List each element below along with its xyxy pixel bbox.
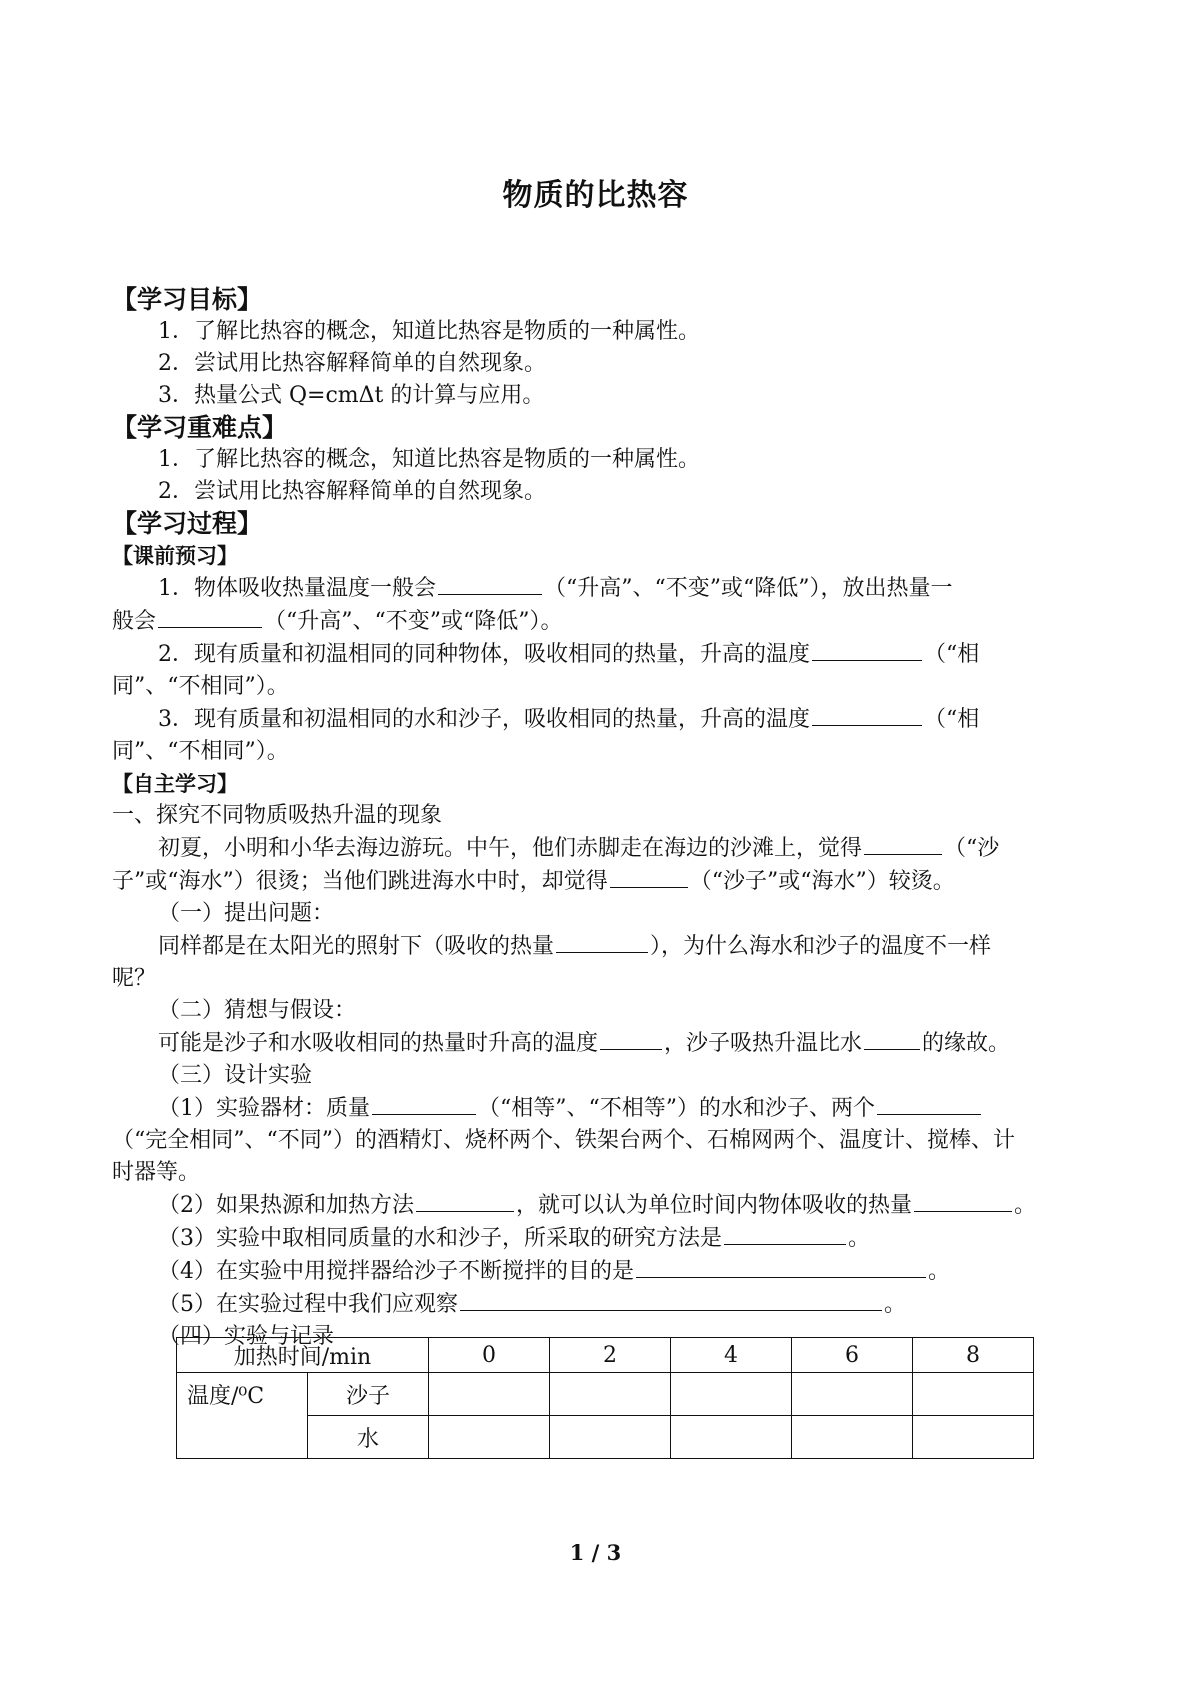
text: （1）实验器材：质量 bbox=[158, 1096, 370, 1121]
text: （2）如果热源和加热方法 bbox=[158, 1193, 414, 1218]
heading-preview: 【课前预习】 bbox=[112, 544, 238, 568]
equipment-line2: （“完全相同”、“不同”）的酒精灯、烧杯两个、铁架台两个、石棉网两个、温度计、搅棒、计 bbox=[112, 1128, 1015, 1153]
time-cell: 4 bbox=[671, 1338, 792, 1373]
fill-blank[interactable] bbox=[812, 638, 922, 661]
scenario-line2 bbox=[112, 865, 1092, 898]
heading-self-study: 【自主学习】 bbox=[112, 772, 238, 796]
row-label-sand: 沙子 bbox=[308, 1373, 429, 1416]
fill-blank[interactable] bbox=[636, 1255, 926, 1278]
page-title: 物质的比热容 bbox=[502, 178, 689, 213]
text: 初夏，小明和小华去海边游玩。中午，他们赤脚走在海边的沙滩上，觉得 bbox=[158, 836, 863, 861]
fill-blank[interactable] bbox=[438, 572, 542, 595]
entry-cell[interactable] bbox=[429, 1373, 550, 1416]
fill-blank[interactable] bbox=[600, 1027, 662, 1050]
entry-cell[interactable] bbox=[913, 1416, 1034, 1459]
text: （“升高”、“不变”或“降低”）。 bbox=[264, 609, 563, 634]
text: （“沙 bbox=[944, 836, 1000, 861]
heading-learning-goals: 【学习目标】 bbox=[112, 285, 263, 314]
fill-blank[interactable] bbox=[416, 1189, 514, 1212]
fill-blank[interactable] bbox=[877, 1092, 981, 1115]
hypothesis-line bbox=[112, 1027, 1092, 1060]
text: 的缘故。 bbox=[922, 1031, 1011, 1056]
part-one-title: 一、探究不同物质吸热升温的现象 bbox=[112, 803, 443, 828]
fill-blank[interactable] bbox=[724, 1222, 846, 1245]
table-header-row bbox=[177, 1338, 1034, 1373]
step-hypothesis: （二）猜想与假设： bbox=[158, 998, 357, 1023]
text: （“相 bbox=[924, 642, 980, 667]
design-q2 bbox=[112, 1189, 1092, 1222]
text: 2．现有质量和初温相同的同种物体，吸收相同的热量，升高的温度 bbox=[158, 642, 810, 667]
time-label-cell: 加热时间/min bbox=[177, 1338, 429, 1373]
time-cell: 2 bbox=[550, 1338, 671, 1373]
keypoint-item: 2．尝试用比热容解释简单的自然现象。 bbox=[158, 479, 546, 504]
time-cell: 0 bbox=[429, 1338, 550, 1373]
text: 。 bbox=[928, 1259, 951, 1284]
step-design-experiment: （三）设计实验 bbox=[158, 1063, 313, 1088]
entry-cell[interactable] bbox=[913, 1373, 1034, 1416]
fill-blank[interactable] bbox=[812, 703, 922, 726]
text: （“沙子”或“海水”）较烫。 bbox=[689, 869, 955, 894]
time-cell: 8 bbox=[913, 1338, 1034, 1373]
text: ，就可以认为单位时间内物体吸收的热量 bbox=[516, 1193, 913, 1218]
entry-cell[interactable] bbox=[429, 1416, 550, 1459]
goal-item: 3．热量公式 Q=cmΔt 的计算与应用。 bbox=[158, 383, 545, 408]
entry-cell[interactable] bbox=[550, 1416, 671, 1459]
text: （“相 bbox=[924, 707, 980, 732]
design-q4 bbox=[112, 1255, 1092, 1288]
preview-q3-line2: 同”、“不相同”）。 bbox=[112, 739, 289, 764]
design-q5 bbox=[112, 1288, 1092, 1321]
question-line1 bbox=[112, 930, 1092, 963]
fill-blank[interactable] bbox=[914, 1189, 1012, 1212]
document-body bbox=[112, 284, 1092, 1353]
fill-blank[interactable] bbox=[372, 1092, 476, 1115]
temperature-label-cell: 温度/⁰C bbox=[177, 1373, 308, 1459]
text: 同样都是在太阳光的照射下（吸收的热量 bbox=[158, 934, 555, 959]
equipment-line1 bbox=[112, 1092, 1092, 1125]
preview-q3-line1 bbox=[112, 703, 1092, 736]
text: ，沙子吸热升温比水 bbox=[664, 1031, 863, 1056]
row-label-water: 水 bbox=[308, 1416, 429, 1459]
heading-key-points: 【学习重难点】 bbox=[112, 413, 288, 442]
text: 。 bbox=[884, 1292, 907, 1317]
goal-item: 1．了解比热容的概念，知道比热容是物质的一种属性。 bbox=[158, 319, 700, 344]
preview-q1-line1 bbox=[112, 572, 1092, 605]
text: （“升高”、“不变”或“降低”），放出热量一 bbox=[544, 576, 953, 601]
preview-q2-line1 bbox=[112, 638, 1092, 671]
entry-cell[interactable] bbox=[792, 1416, 913, 1459]
fill-blank[interactable] bbox=[864, 832, 942, 855]
equipment-line3: 时器等。 bbox=[112, 1160, 201, 1185]
entry-cell[interactable] bbox=[671, 1373, 792, 1416]
text: （4）在实验中用搅拌器给沙子不断搅拌的目的是 bbox=[158, 1259, 634, 1284]
fill-blank[interactable] bbox=[158, 605, 262, 628]
fill-blank[interactable] bbox=[864, 1027, 920, 1050]
text: 。 bbox=[1014, 1193, 1037, 1218]
text: 可能是沙子和水吸收相同的热量时升高的温度 bbox=[158, 1031, 599, 1056]
question-line2: 呢？ bbox=[112, 966, 157, 991]
entry-cell[interactable] bbox=[671, 1416, 792, 1459]
design-q3 bbox=[112, 1222, 1092, 1255]
text: ），为什么海水和沙子的温度不一样 bbox=[650, 934, 992, 959]
text: 3．现有质量和初温相同的水和沙子，吸收相同的热量，升高的温度 bbox=[158, 707, 810, 732]
heading-learning-process: 【学习过程】 bbox=[112, 509, 263, 538]
text: 。 bbox=[848, 1226, 871, 1251]
record-table bbox=[176, 1337, 1034, 1459]
entry-cell[interactable] bbox=[792, 1373, 913, 1416]
time-cell: 6 bbox=[792, 1338, 913, 1373]
keypoint-item: 1．了解比热容的概念，知道比热容是物质的一种属性。 bbox=[158, 447, 700, 472]
fill-blank[interactable] bbox=[610, 865, 688, 888]
preview-q2-line2: 同”、“不相同”）。 bbox=[112, 674, 289, 699]
fill-blank[interactable] bbox=[556, 930, 648, 953]
text: 般会 bbox=[112, 609, 157, 634]
entry-cell[interactable] bbox=[550, 1373, 671, 1416]
text: 子”或“海水”）很烫；当他们跳进海水中时，却觉得 bbox=[112, 869, 608, 894]
text: （3）实验中取相同质量的水和沙子，所采取的研究方法是 bbox=[158, 1226, 722, 1251]
table-row bbox=[177, 1373, 1034, 1416]
goal-item: 2．尝试用比热容解释简单的自然现象。 bbox=[158, 351, 546, 376]
text: （“相等”、“不相等”）的水和沙子、两个 bbox=[478, 1096, 875, 1121]
step-experiment-record: （四）实验与记录 bbox=[158, 1324, 335, 1349]
text: 1．物体吸收热量温度一般会 bbox=[158, 576, 436, 601]
fill-blank[interactable] bbox=[460, 1288, 882, 1311]
scenario-line1 bbox=[112, 832, 1092, 865]
text: （5）在实验过程中我们应观察 bbox=[158, 1292, 458, 1317]
preview-q1-line2 bbox=[112, 605, 1092, 638]
page-number: 1 / 3 bbox=[569, 1540, 622, 1565]
step-raise-question: （一）提出问题： bbox=[158, 901, 335, 926]
